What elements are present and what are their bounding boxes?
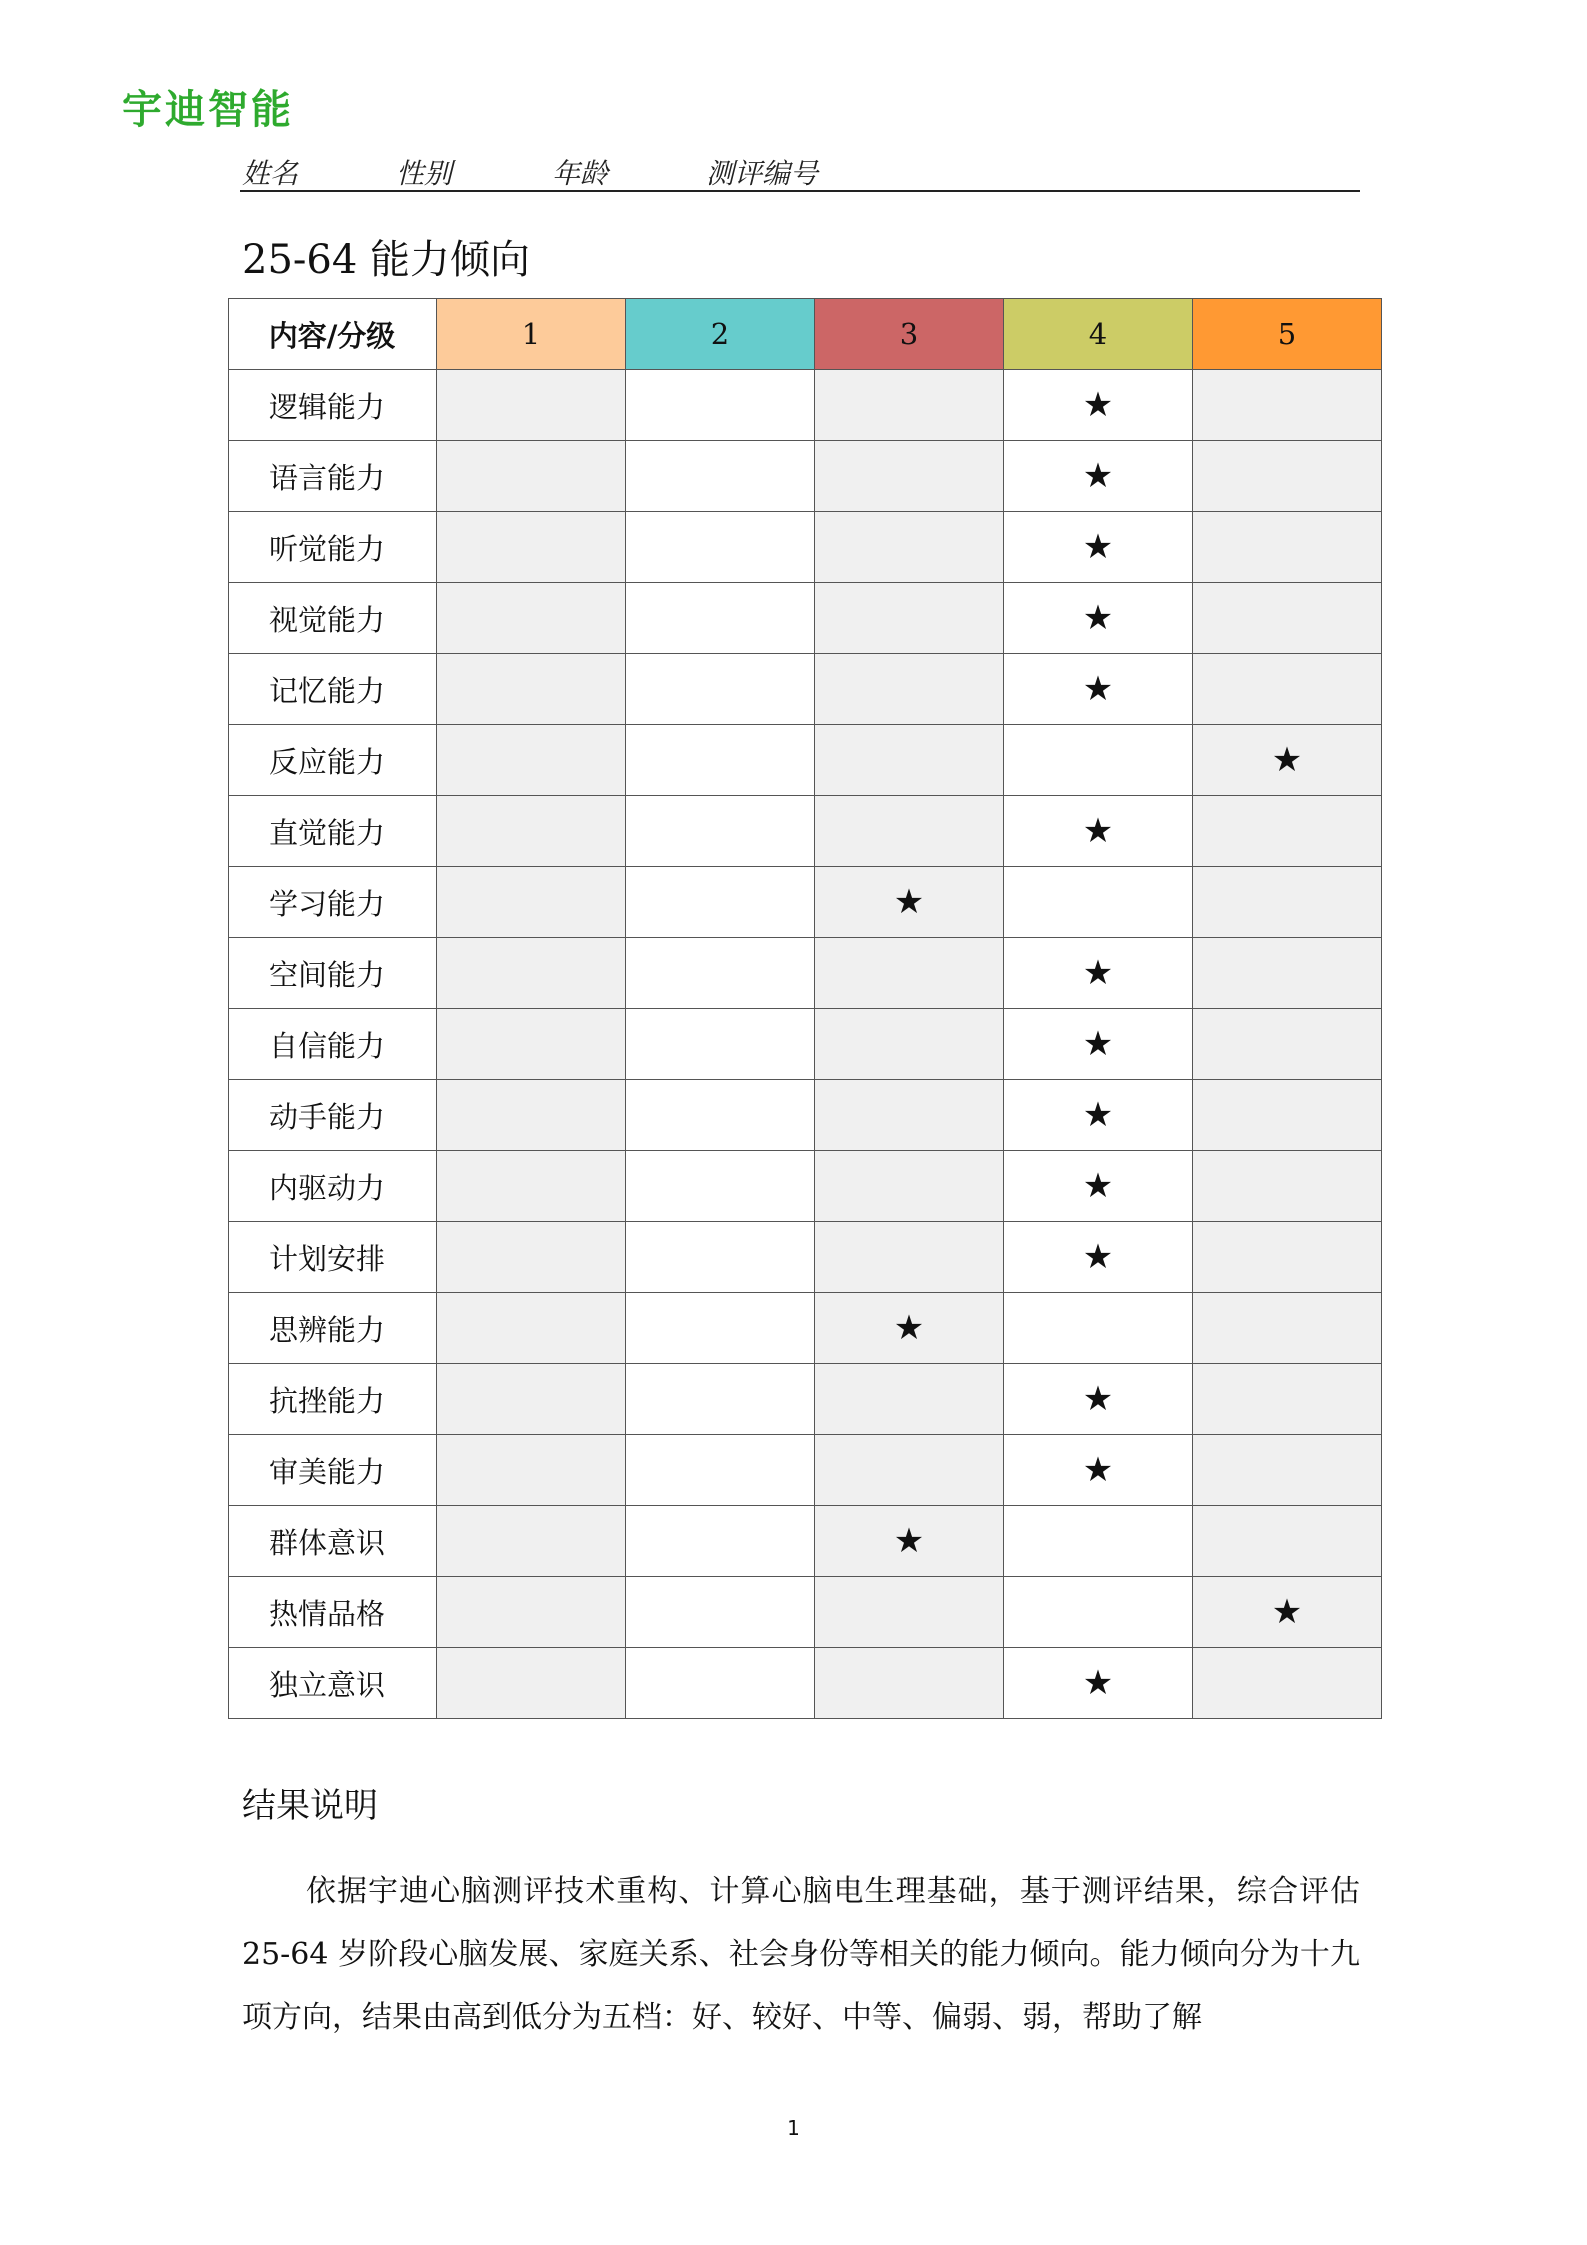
rating-cell — [1193, 512, 1382, 583]
table-row — [229, 796, 1382, 867]
rating-cell — [1193, 1577, 1382, 1648]
rating-cell — [437, 1222, 626, 1293]
rating-cell — [1193, 796, 1382, 867]
rating-cell — [626, 1364, 815, 1435]
table-row — [229, 725, 1382, 796]
rating-cell — [1193, 654, 1382, 725]
ability-table — [228, 298, 1382, 1719]
rating-cell — [815, 796, 1004, 867]
rating-cell — [1193, 1080, 1382, 1151]
table-row — [229, 583, 1382, 654]
rating-cell — [1004, 938, 1193, 1009]
ability-label: 群体意识 — [229, 1506, 437, 1577]
star-icon: ★ — [1082, 456, 1114, 496]
ability-label: 语言能力 — [229, 441, 437, 512]
rating-cell — [626, 796, 815, 867]
header-label-cell: 内容/分级 — [229, 299, 437, 370]
level-header-3: 3 — [815, 299, 1004, 370]
rating-cell — [1004, 654, 1193, 725]
rating-cell — [437, 796, 626, 867]
rating-cell — [815, 583, 1004, 654]
ability-label: 自信能力 — [229, 1009, 437, 1080]
rating-cell — [1004, 370, 1193, 441]
level-header-4: 4 — [1004, 299, 1193, 370]
page-title: 25-64 能力倾向 — [242, 237, 531, 283]
rating-cell — [815, 725, 1004, 796]
rating-cell — [815, 1648, 1004, 1719]
rating-cell — [437, 441, 626, 512]
rating-cell — [437, 583, 626, 654]
rating-cell — [815, 938, 1004, 1009]
result-text: 依据宇迪心脑测评技术重构、计算心脑电生理基础，基于测评结果，综合评估 25-64 岁阶段心脑发展、家庭关系、社会身份等相关的能力倾向。能力倾向分为十九项方向，结果由高到低分为五档：好、较好、中等、偏弱、弱，帮助了解 — [242, 1874, 1360, 2035]
table-row — [229, 1222, 1382, 1293]
ability-label: 独立意识 — [229, 1648, 437, 1719]
rating-cell — [1193, 1151, 1382, 1222]
rating-cell — [1004, 1648, 1193, 1719]
rating-cell — [1004, 1435, 1193, 1506]
star-icon: ★ — [1082, 1024, 1114, 1064]
rating-cell — [1004, 796, 1193, 867]
table-row — [229, 1293, 1382, 1364]
ability-label: 内驱动力 — [229, 1151, 437, 1222]
rating-cell — [815, 1293, 1004, 1364]
age-label: 年龄 — [552, 157, 609, 190]
rating-cell — [1004, 1577, 1193, 1648]
level-header-1: 1 — [437, 299, 626, 370]
star-icon: ★ — [1082, 953, 1114, 993]
star-icon: ★ — [1082, 1450, 1114, 1490]
rating-cell — [437, 1506, 626, 1577]
rating-cell — [1193, 583, 1382, 654]
rating-cell — [1004, 1151, 1193, 1222]
rating-cell — [815, 1222, 1004, 1293]
rating-cell — [626, 1009, 815, 1080]
ability-label: 反应能力 — [229, 725, 437, 796]
rating-cell — [626, 1151, 815, 1222]
rating-cell — [1193, 1364, 1382, 1435]
rating-cell — [437, 725, 626, 796]
star-icon: ★ — [1082, 1379, 1114, 1419]
table-row — [229, 1506, 1382, 1577]
rating-cell — [815, 1080, 1004, 1151]
ability-label: 思辨能力 — [229, 1293, 437, 1364]
rating-cell — [815, 512, 1004, 583]
rating-cell — [437, 370, 626, 441]
rating-cell — [626, 725, 815, 796]
rating-cell — [815, 1151, 1004, 1222]
rating-cell — [815, 370, 1004, 441]
rating-cell — [437, 1009, 626, 1080]
rating-cell — [437, 1151, 626, 1222]
rating-cell — [1004, 1364, 1193, 1435]
rating-cell — [815, 1435, 1004, 1506]
page-number: 1 — [787, 2116, 800, 2140]
star-icon: ★ — [1082, 811, 1114, 851]
star-icon: ★ — [1082, 1663, 1114, 1703]
rating-cell — [1193, 1009, 1382, 1080]
star-icon: ★ — [1082, 385, 1114, 425]
rating-cell — [437, 1435, 626, 1506]
table-row — [229, 654, 1382, 725]
rating-cell — [815, 654, 1004, 725]
star-icon: ★ — [893, 1308, 925, 1348]
rating-cell — [815, 1506, 1004, 1577]
company-logo: 宇迪智能 — [122, 87, 294, 133]
rating-cell — [1193, 1506, 1382, 1577]
ability-label: 逻辑能力 — [229, 370, 437, 441]
rating-cell — [437, 1364, 626, 1435]
table-row — [229, 370, 1382, 441]
rating-cell — [1004, 867, 1193, 938]
rating-cell — [1004, 1293, 1193, 1364]
table-row — [229, 1009, 1382, 1080]
rating-cell — [437, 867, 626, 938]
rating-cell — [626, 583, 815, 654]
star-icon: ★ — [893, 882, 925, 922]
table-row — [229, 938, 1382, 1009]
rating-cell — [815, 1364, 1004, 1435]
ability-label: 热情品格 — [229, 1577, 437, 1648]
ability-label: 动手能力 — [229, 1080, 437, 1151]
table-header-row — [229, 299, 1382, 370]
table-row — [229, 1080, 1382, 1151]
rating-cell — [626, 1577, 815, 1648]
candidate-info-bar — [240, 150, 1360, 192]
ability-label: 抗挫能力 — [229, 1364, 437, 1435]
rating-cell — [626, 441, 815, 512]
ability-label: 视觉能力 — [229, 583, 437, 654]
rating-cell — [1004, 441, 1193, 512]
rating-cell — [437, 1080, 626, 1151]
rating-cell — [626, 1506, 815, 1577]
table-row — [229, 1151, 1382, 1222]
rating-cell — [437, 1577, 626, 1648]
rating-cell — [1193, 725, 1382, 796]
level-header-5: 5 — [1193, 299, 1382, 370]
ability-label: 审美能力 — [229, 1435, 437, 1506]
ability-label: 学习能力 — [229, 867, 437, 938]
rating-cell — [437, 1293, 626, 1364]
table-row — [229, 1577, 1382, 1648]
ability-label: 计划安排 — [229, 1222, 437, 1293]
star-icon: ★ — [1271, 740, 1303, 780]
rating-cell — [626, 1080, 815, 1151]
table-row — [229, 867, 1382, 938]
rating-cell — [1193, 370, 1382, 441]
rating-cell — [1004, 512, 1193, 583]
name-label: 姓名 — [242, 157, 299, 190]
table-row — [229, 1435, 1382, 1506]
rating-cell — [1193, 1435, 1382, 1506]
ability-label: 空间能力 — [229, 938, 437, 1009]
rating-cell — [1193, 867, 1382, 938]
gender-label: 性别 — [396, 157, 453, 190]
table-row — [229, 441, 1382, 512]
rating-cell — [626, 1648, 815, 1719]
rating-cell — [1004, 725, 1193, 796]
table-row — [229, 1364, 1382, 1435]
rating-cell — [1004, 1080, 1193, 1151]
rating-cell — [1004, 583, 1193, 654]
table-row — [229, 1648, 1382, 1719]
result-title: 结果说明 — [242, 1786, 378, 1826]
rating-cell — [1193, 441, 1382, 512]
rating-cell — [626, 370, 815, 441]
rating-cell — [1193, 1648, 1382, 1719]
star-icon: ★ — [1271, 1592, 1303, 1632]
rating-cell — [815, 441, 1004, 512]
rating-cell — [1193, 938, 1382, 1009]
star-icon: ★ — [1082, 598, 1114, 638]
rating-cell — [437, 938, 626, 1009]
rating-cell — [437, 512, 626, 583]
table-row — [229, 512, 1382, 583]
ability-label: 听觉能力 — [229, 512, 437, 583]
rating-cell — [1004, 1506, 1193, 1577]
rating-cell — [815, 1577, 1004, 1648]
rating-cell — [626, 1293, 815, 1364]
ability-label: 记忆能力 — [229, 654, 437, 725]
star-icon: ★ — [1082, 1095, 1114, 1135]
rating-cell — [1193, 1222, 1382, 1293]
level-header-2: 2 — [626, 299, 815, 370]
ability-label: 直觉能力 — [229, 796, 437, 867]
rating-cell — [626, 512, 815, 583]
star-icon: ★ — [1082, 527, 1114, 567]
rating-cell — [815, 867, 1004, 938]
star-icon: ★ — [1082, 669, 1114, 709]
rating-cell — [626, 654, 815, 725]
rating-cell — [1004, 1222, 1193, 1293]
rating-cell — [437, 1648, 626, 1719]
rating-cell — [626, 938, 815, 1009]
rating-cell — [1193, 1293, 1382, 1364]
star-icon: ★ — [1082, 1166, 1114, 1206]
star-icon: ★ — [893, 1521, 925, 1561]
rating-cell — [626, 1222, 815, 1293]
rating-cell — [1004, 1009, 1193, 1080]
rating-cell — [626, 867, 815, 938]
star-icon: ★ — [1082, 1237, 1114, 1277]
rating-cell — [626, 1435, 815, 1506]
rating-cell — [815, 1009, 1004, 1080]
rating-cell — [437, 654, 626, 725]
assessment-id-label: 测评编号 — [706, 157, 819, 190]
